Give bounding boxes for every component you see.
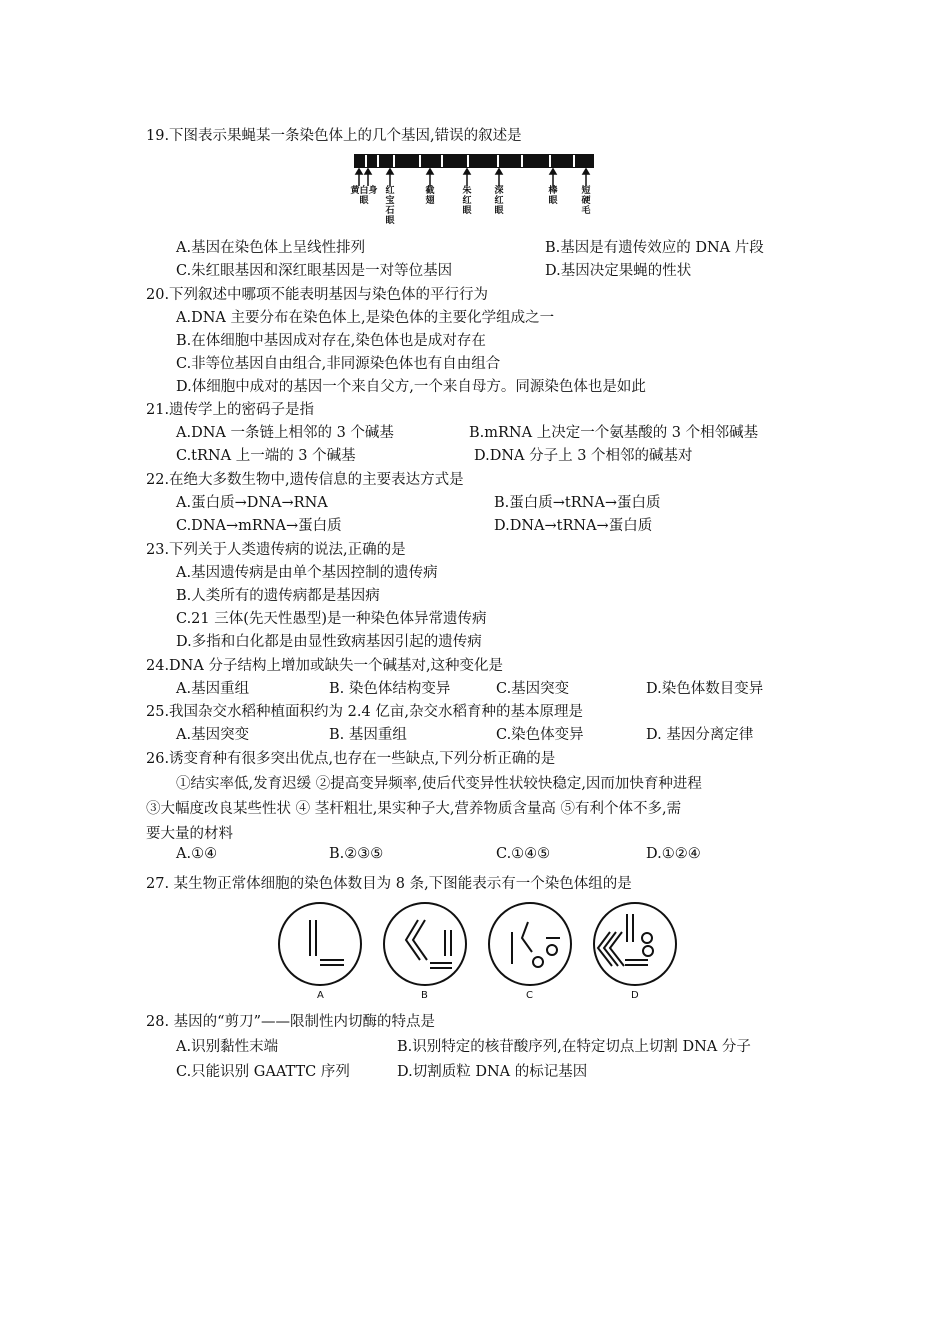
- q25-option-a: A.基因突变: [176, 727, 250, 743]
- cell-label-a: A: [317, 990, 324, 1001]
- q22-option-c: C.DNA→mRNA→蛋白质: [176, 518, 342, 534]
- gene-label-ruby-eye: 红宝石眼: [385, 186, 395, 226]
- cell-label-d: D: [631, 990, 639, 1001]
- q19-option-b: B.基因是有遗传效应的 DNA 片段: [545, 240, 764, 256]
- question-23-stem: 23.下列关于人类遗传病的说法,正确的是: [146, 542, 406, 558]
- q21-option-c: C.tRNA 上一端的 3 个碱基: [176, 448, 356, 464]
- cell-label-c: C: [526, 990, 533, 1001]
- q28-option-c: C.只能识别 GAATTC 序列: [176, 1064, 350, 1080]
- q26-statement-line-2: ③大幅度改良某些性状 ④ 茎杆粗壮,果实种子大,营养物质含量高 ⑤有利个体不多,需: [146, 801, 682, 817]
- q22-option-a: A.蛋白质→DNA→RNA: [176, 495, 328, 511]
- q23-option-c: C.21 三体(先天性愚型)是一种染色体异常遗传病: [176, 611, 487, 627]
- q23-option-b: B.人类所有的遗传病都是基因病: [176, 588, 380, 604]
- q28-option-a: A.识别黏性末端: [176, 1039, 279, 1055]
- q19-option-d: D.基因决定果蝇的性状: [545, 263, 692, 279]
- question-26-stem: 26.诱变育种有很多突出优点,也存在一些缺点,下列分析正确的是: [146, 751, 556, 767]
- q22-option-d: D.DNA→tRNA→蛋白质: [494, 518, 653, 534]
- q24-option-d: D.染色体数目变异: [646, 681, 764, 697]
- q24-option-b: B. 染色体结构变异: [329, 681, 451, 697]
- cell-c: [489, 903, 571, 985]
- q21-option-d: D.DNA 分子上 3 个相邻的碱基对: [474, 448, 693, 464]
- q22-option-b: B.蛋白质→tRNA→蛋白质: [494, 495, 661, 511]
- gene-label-yellow-white: 黄白身眼: [350, 186, 378, 206]
- question-28-stem: 28. 基因的“剪刀”——限制性内切酶的特点是: [146, 1014, 435, 1030]
- q23-option-d: D.多指和白化都是由显性致病基因引起的遗传病: [176, 634, 482, 650]
- q21-option-b: B.mRNA 上决定一个氨基酸的 3 个相邻碱基: [469, 425, 759, 441]
- q23-option-a: A.基因遗传病是由单个基因控制的遗传病: [176, 565, 438, 581]
- q25-option-b: B. 基因重组: [329, 727, 407, 743]
- q20-option-a: A.DNA 主要分布在染色体上,是染色体的主要化学组成之一: [176, 310, 555, 326]
- question-25-stem: 25.我国杂交水稻种植面积约为 2.4 亿亩,杂交水稻育种的基本原理是: [146, 704, 583, 720]
- question-21-stem: 21.遗传学上的密码子是指: [146, 402, 315, 418]
- gene-label-cut-wing: 截翅: [425, 186, 435, 206]
- q26-statement-line-3: 要大量的材料: [146, 826, 233, 842]
- q25-option-d: D. 基因分离定律: [646, 727, 754, 743]
- q19-option-a: A.基因在染色体上呈线性排列: [176, 240, 366, 256]
- gene-label-bar-eye: 棒眼: [548, 186, 558, 206]
- cell-label-b: B: [421, 990, 428, 1001]
- cell-b: [384, 903, 466, 985]
- q26-statement-line-1: ①结实率低,发育迟缓 ②提高变异频率,使后代变异性状较快稳定,因而加快育种进程: [176, 776, 702, 792]
- gene-label-short-bristle: 短硬毛: [581, 186, 591, 216]
- question-20-stem: 20.下列叙述中哪项不能表明基因与染色体的平行行为: [146, 287, 489, 303]
- question-19-stem: 19.下图表示果蝇某一条染色体上的几个基因,错误的叙述是: [146, 128, 522, 144]
- cell-diagrams: [270, 898, 690, 990]
- question-24-stem: 24.DNA 分子结构上增加或缺失一个碱基对,这种变化是: [146, 658, 504, 674]
- q26-option-d: D.①②④: [646, 846, 701, 862]
- q28-option-d: D.切割质粒 DNA 的标记基因: [397, 1064, 588, 1080]
- q28-option-b: B.识别特定的核苷酸序列,在特定切点上切割 DNA 分子: [397, 1039, 751, 1055]
- cell-a: [279, 903, 361, 985]
- q26-option-a: A.①④: [176, 846, 218, 862]
- q20-option-b: B.在体细胞中基因成对存在,染色体也是成对存在: [176, 333, 486, 349]
- q26-option-c: C.①④⑤: [496, 846, 551, 862]
- q20-option-d: D.体细胞中成对的基因一个来自父方,一个来自母方。同源染色体也是如此: [176, 379, 646, 395]
- q21-option-a: A.DNA 一条链上相邻的 3 个碱基: [176, 425, 394, 441]
- q26-option-b: B.②③⑤: [329, 846, 384, 862]
- gene-label-dark-red-eye: 深红眼: [494, 186, 504, 216]
- q20-option-c: C.非等位基因自由组合,非同源染色体也有自由组合: [176, 356, 501, 372]
- question-22-stem: 22.在绝大多数生物中,遗传信息的主要表达方式是: [146, 472, 464, 488]
- question-27-stem: 27. 某生物正常体细胞的染色体数目为 8 条,下图能表示有一个染色体组的是: [146, 876, 632, 892]
- q19-option-c: C.朱红眼基因和深红眼基因是一对等位基因: [176, 263, 453, 279]
- q24-option-c: C.基因突变: [496, 681, 570, 697]
- q24-option-a: A.基因重组: [176, 681, 250, 697]
- gene-label-vermilion-eye: 朱红眼: [462, 186, 472, 216]
- q25-option-c: C.染色体变异: [496, 727, 584, 743]
- cell-d: [594, 903, 676, 985]
